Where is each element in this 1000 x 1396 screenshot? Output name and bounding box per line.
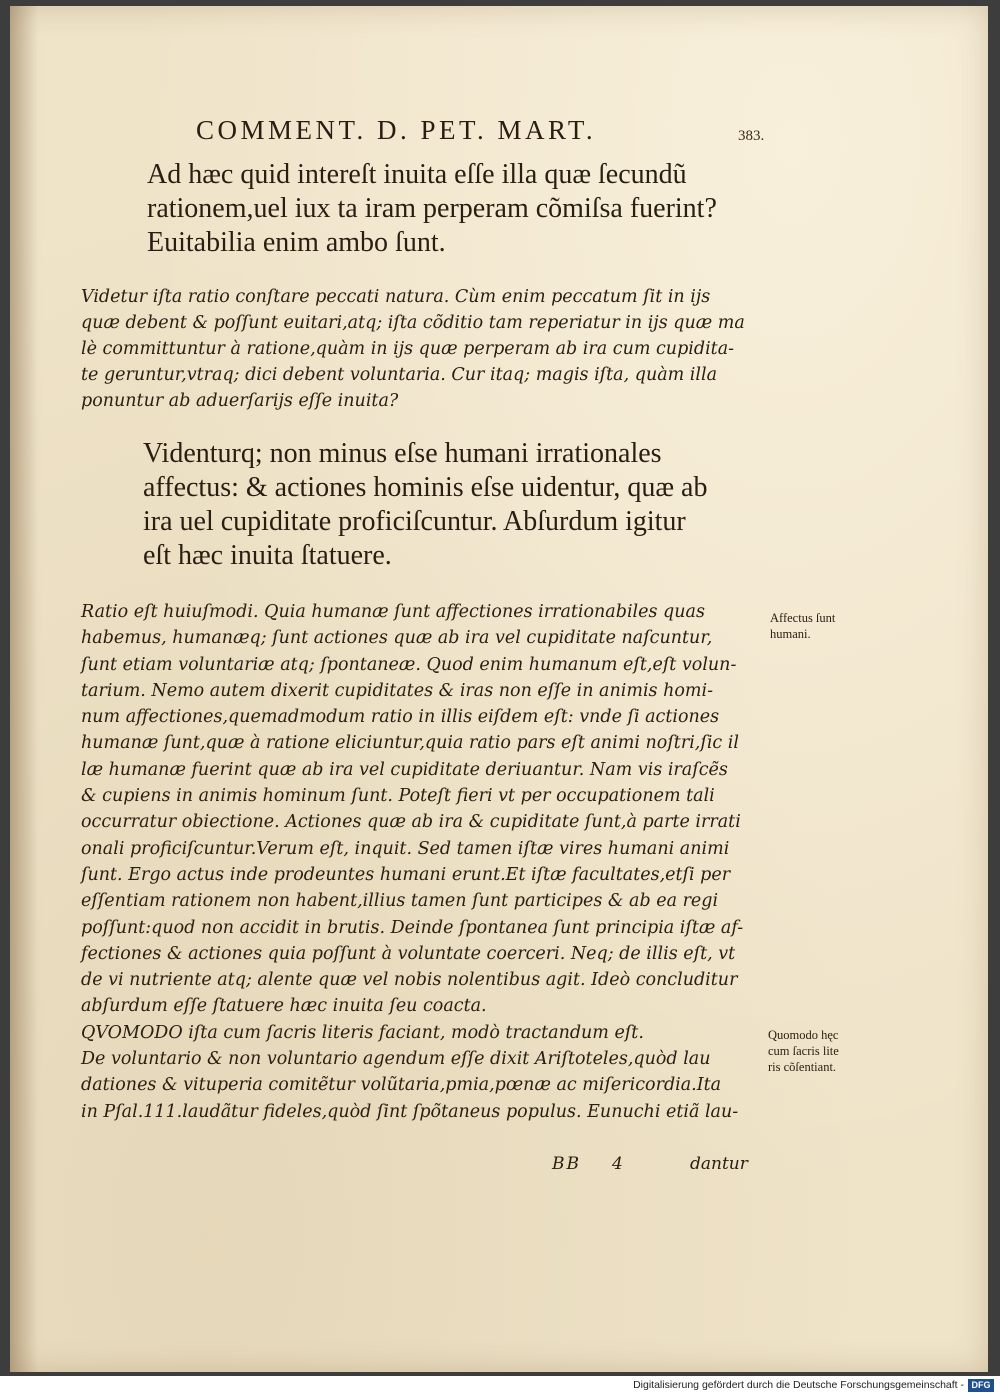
commentary-2-line: eſſentiam rationem non habent,illius tamen ſunt participes & ab ea regi (81, 891, 719, 912)
commentary-2-line: De voluntario & non voluntario agendum eſſe dixit Ariſtoteles,quòd lau (81, 1049, 711, 1070)
quote-2-line: affectus: & actiones hominis eſse uidentur, quæ ab (143, 472, 708, 503)
commentary-2-line: humanæ ſunt,quæ à ratione eliciuntur,quia ratio pars eſt animi noſtri,ſic il (81, 733, 739, 754)
dfg-logo: DFG (968, 1379, 994, 1392)
commentary-2-line: Ratio eſt huiuſmodi. Quia humanæ ſunt affectiones irrationabiles quas (81, 602, 705, 622)
commentary-1-line: te geruntur,vtraq; dici debent voluntaria. Cur itaq; magis iſta, quàm illa (81, 365, 718, 385)
margin-note-line: Affectus ſunt (770, 611, 836, 625)
running-head: COMMENT. D. PET. MART. (196, 115, 597, 145)
signature-mark: BB (552, 1154, 581, 1174)
page-gutter-shadow (10, 6, 38, 1372)
digitization-credit: Digitalisierung gefördert durch die Deutsche Forschungsgemeinschaft - (633, 1379, 964, 1391)
commentary-1-line: ponuntur ab aduerſarijs eſſe inuita? (81, 391, 399, 411)
quote-block-1 (147, 158, 717, 260)
quote-1-line: Euitabilia enim ambo ſunt. (147, 227, 446, 258)
commentary-1-line: quæ debent & poſſunt euitari,atq; iſta cõditio tam reperiatur in ijs quæ ma (81, 313, 745, 333)
commentary-2-line: occurratur obiectione. Actiones quæ ab ira & cupiditate ſunt,à parte irrati (81, 812, 741, 833)
commentary-2-line: poſſunt:quod non accidit in brutis. Deinde ſpontanea ſunt principia iſtæ af- (81, 917, 744, 938)
commentary-2-line: in Pſal.111.laudãtur fideles,quòd ſint ſpõtaneus populus. Eunuchi etiã lau- (81, 1101, 739, 1122)
quote-2-line: eſt hæc inuita ſtatuere. (143, 540, 392, 571)
commentary-2-line: QVOMODO iſta cum ſacris literis faciant, modò tractandum eſt. (81, 1022, 644, 1043)
commentary-1-line: lè committuntur à ratione,quàm in ijs quæ perperam ab ira cum cupidita- (81, 339, 735, 359)
commentary-block-2 (81, 599, 743, 1125)
quote-block-2 (143, 437, 707, 573)
signature-number: 4 (612, 1154, 623, 1174)
commentary-block-1 (81, 284, 745, 414)
commentary-2-line: habemus, humanæq; ſunt actiones quæ ab ira vel cupiditate naſcuntur, (81, 628, 713, 649)
quote-2-line: Videnturq; non minus eſse humani irrationales (143, 438, 662, 469)
commentary-2-line: num affectiones,quemadmodum ratio in illis eiſdem eſt: vnde ſi actiones (81, 707, 720, 728)
commentary-2-line: onali proficiſcuntur.Verum eſt, inquit. Sed tamen iſtæ vires humani animi (81, 838, 730, 859)
commentary-2-line: ſunt etiam voluntariæ atq; ſpontaneæ. Quod enim humanum eſt,eſt volun- (81, 654, 737, 675)
margin-note-line: Quomodo hęc (768, 1028, 839, 1042)
commentary-2-line: abſurdum eſſe ſtatuere hæc inuita ſeu coacta. (81, 996, 487, 1017)
commentary-1-line: Videtur iſta ratio conſtare peccati natura. Cùm enim peccatum ſit in ijs (81, 287, 711, 307)
catchword: dantur (690, 1154, 748, 1174)
margin-note-line: humani. (770, 627, 811, 641)
commentary-2-line: & cupiens in animis hominum ſunt. Poteſt fieri vt per occupationem tali (81, 786, 715, 807)
margin-note-line: cum ſacris lite (768, 1044, 839, 1058)
page-number: 383. (738, 128, 765, 144)
margin-note-affectus (770, 610, 835, 642)
quote-2-line: ira uel cupiditate proficiſcuntur. Abſurdum igitur (143, 506, 686, 537)
commentary-2-line: ſunt. Ergo actus inde prodeuntes humani erunt.Et iſtæ facultates,etſi per (81, 864, 731, 885)
commentary-2-line: læ humanæ fuerint quæ ab ira vel cupiditate deriuantur. Nam vis iraſcẽs (81, 759, 728, 780)
quote-1-line: rationem,uel iux ta iram perperam cõmiſsa fuerint? (147, 193, 717, 224)
margin-note-line: ris cõſentiant. (768, 1060, 837, 1074)
commentary-2-line: fectiones & actiones quia poſſunt à voluntate coerceri. Neq; de illis eſt, vt (81, 943, 736, 964)
commentary-2-line: de vi nutriente atq; alente quæ vel nobis nolentibus agit. Ideò concluditur (81, 970, 738, 991)
quote-1-line: Ad hæc quid intereſt inuita eſſe illa quæ ſecundũ (147, 159, 687, 190)
commentary-2-line: dationes & vituperia comitẽtur volũtaria,pmia,pœnæ ac miſericordia.Ita (81, 1075, 722, 1096)
margin-note-quomodo (768, 1027, 839, 1075)
commentary-2-line: tarium. Nemo autem dixerit cupiditates & iras non eſſe in animis homi- (81, 680, 714, 701)
